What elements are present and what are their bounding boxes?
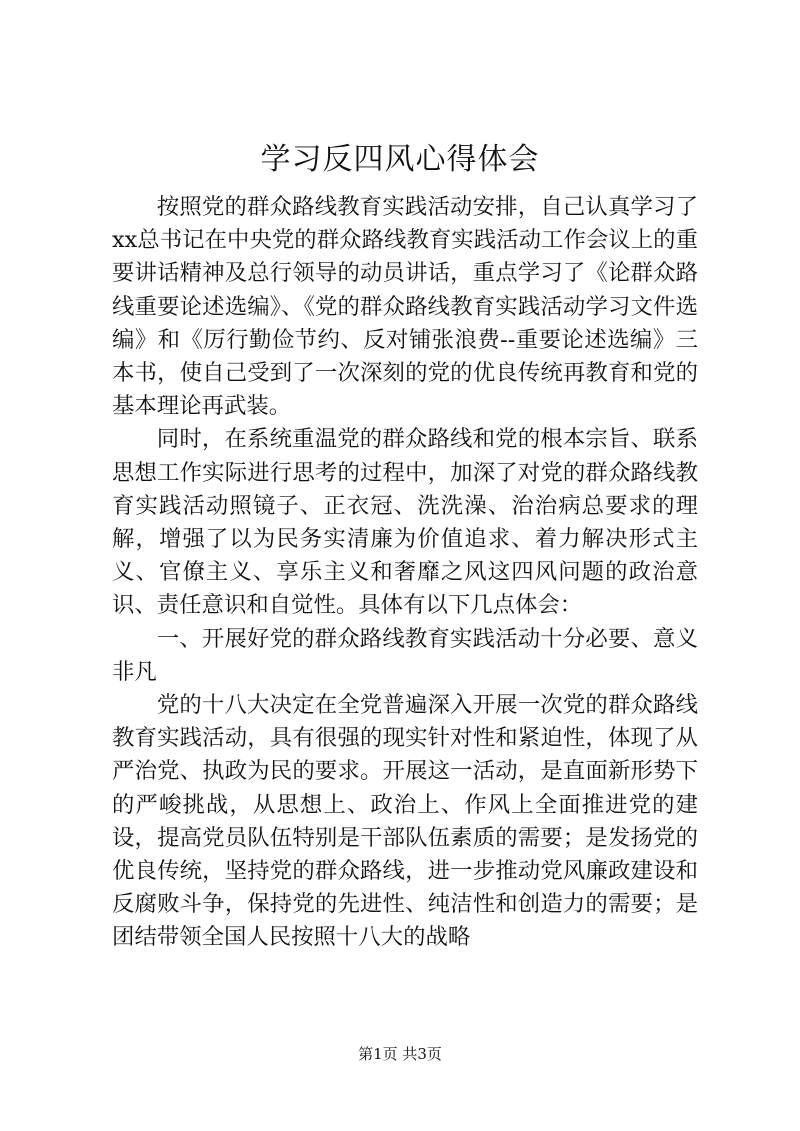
page-number-footer: 第1页 共3页 <box>358 1045 442 1063</box>
paragraph-3: 党的十八大决定在全党普遍深入开展一次党的群众路线教育实践活动，具有很强的现实针对性和紧迫性，体现了从严治党、执政为民的要求。开展这一活动，是直面新形势下的严峻挑战，从思想上、政治上、作风上全面推进党的建设，提高党员队伍特别是干部队伍素质的需要；是发扬党的优良传统，坚持党的群众路线，进一步推动党风廉政建设和反腐败斗争，保持党的先进性、纯洁性和创造力的需要；是团结带领全国人民按照十八大的战略 <box>112 692 698 951</box>
document-body <box>112 191 698 955</box>
paragraph-1: 按照党的群众路线教育实践活动安排，自己认真学习了xx总书记在中央党的群众路线教育实践活动工作会议上的重要讲话精神及总行领导的动员讲话，重点学习了《论群众路线重要论述选编》、《党的群众路线教育实践活动学习文件选编》和《厉行勤俭节约、反对铺张浪费--重要论述选编》三本书，使自己受到了一次深刻的党的优良传统再教育和党的基本理论再武装。 <box>112 194 698 420</box>
document-title: 学习反四风心得体会 <box>260 142 540 177</box>
paragraph-2: 同时，在系统重温党的群众路线和党的根本宗旨、联系思想工作实际进行思考的过程中，加深了对党的群众路线教育实践活动照镜子、正衣冠、洗洗澡、治治病总要求的理解，增强了以为民务实清廉为价值追求、着力解决形式主义、官僚主义、享乐主义和奢靡之风这四风问题的政治意识、责任意识和自觉性。具体有以下几点体会： <box>112 426 698 619</box>
section-heading-1: 一、开展好党的群众路线教育实践活动十分必要、意义非凡 <box>112 625 698 685</box>
